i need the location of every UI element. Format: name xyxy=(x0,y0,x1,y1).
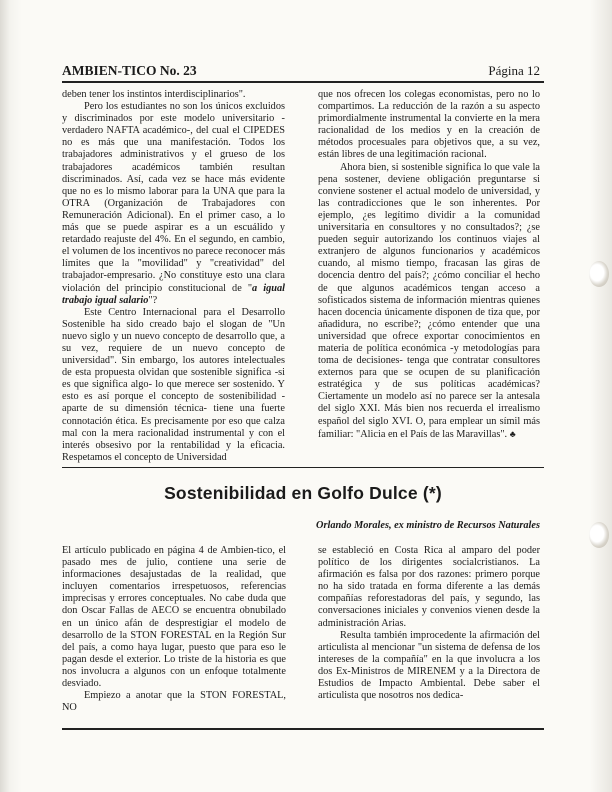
paragraph: Este Centro Internacional para el Desarrollo Sostenible ha sido creado bajo el slogan de "Un nuevo siglo y un nuevo concepto de desarrollo que, a su vez, requiere de un nuevo concepto de universidad". Sin embargo, los autores intelectuales de esta propuesta olvidan que sostenible significa -si es que significa algo- lo que merece ser sostenido. Y esto es así porque el concepto de sostenibilidad -aparte de su dimensión técnica- tiene una fuerte connotación ética. Es precisamente por eso que calza mal con la mera racionalidad instrumental y con el interés obsesivo por la rentabilidad y la eficacia. Respetamos el concepto de Universidad xyxy=(62,306,285,463)
paragraph xyxy=(62,101,285,307)
binder-hole-icon xyxy=(589,522,609,548)
second-article-right-column xyxy=(318,545,540,702)
paragraph: Resulta también improcedente la afirmación del articulista al mencionar "un sistema de defensa de los intereses de la compañía" en la que involucra a los dos Ex-Ministros de MIRENEM y a la Directora de Estudios de Impacto Ambiental. Debe saber el articulista que nosotros nos dedica- xyxy=(318,629,540,702)
end-mark-icon: ♣ xyxy=(509,428,516,439)
paragraph: se estableció en Costa Rica al amparo del poder político de los dirigentes socialcristianos. La afirmación es falsa por dos razones: primero porque no ha sido tratada en forma diferente a las demás compañías reforestadoras del país, y segundo, las conversaciones iniciales y convenios vienen desde la administración Arias. xyxy=(318,545,540,629)
top-article-right-column xyxy=(318,89,540,441)
second-article-left-column xyxy=(62,545,286,714)
paragraph: Empiezo a anotar que la STON FORESTAL, NO xyxy=(62,690,286,714)
emphasis-text: a igual trabajo igual salario xyxy=(62,282,285,306)
footer-rule xyxy=(62,728,544,730)
paragraph-text: Pero los estudiantes no son los únicos excluidos y discriminados por este modelo universitario -verdadero NAFTA académico-, del cual el CIPEDES no es más que una manifestación. Todos los trabajadores administrativos y el grueso de los trabajadores académicos también resultan discriminados. Así, cada vez se hace más evidente que no es lo mismo laborar para la UNA que para la OTRA (Organización de Trabajadores con Remuneración Adicional). En el primer caso, a lo más que se puede aspirar es a un escuálido y retardado reajuste del 4%. En el segundo, en cambio, el volumen de los incentivos no parece reconocer más límites que la "movilidad" y "creatividad" del trabajador-empresario. ¿No constituye esto una clara violación del principio constitucional de " xyxy=(62,101,285,294)
section-divider xyxy=(62,467,544,468)
binder-hole-icon xyxy=(589,261,609,287)
paragraph: deben tener los instintos interdisciplinarios". xyxy=(62,89,246,100)
paragraph xyxy=(318,162,540,441)
paragraph: que nos ofrecen los colegas economistas, pero no lo compartimos. La reducción de la razón a su aspecto primordialmente instrumental la convierte en la mera racionalidad de los medios y en la creación de métodos procesuales para objetivos que, a su vez, están libres de una legitimación racional. xyxy=(318,89,540,161)
top-article-left-column xyxy=(62,89,285,464)
publication-title: AMBIEN-TICO No. 23 xyxy=(62,63,197,78)
header-rule xyxy=(62,81,544,83)
page-number: Página 12 xyxy=(488,63,540,78)
paragraph: El artículo publicado en página 4 de Ambien-tico, el pasado mes de julio, contiene una serie de informaciones desajustadas de la realidad, que incluyen comentarios irrespetuosos, referencias imprecisas y errores conceptuales. No cabe duda que don Oscar Fallas de AECO se encuentra obnubilado en un único afán de desprestigiar el modelo de desarrollo de la STON FORESTAL en la Región Sur del país, a como haya lugar, puesto que para eso le pagan desde el exterior. Lo triste de la historia es que nos involucra a algunos con un enfoque totalmente desviado. xyxy=(62,545,286,690)
article-title: Sostenibilidad en Golfo Dulce (*) xyxy=(164,483,442,503)
paragraph-text: Ahora bien, si sostenible significa lo que vale la pena sostener, deviene obligación preguntarse si conviene sostener el actual modelo de universidad, y las contradicciones que le son inherentes. Por ejemplo, ¿es legítimo dividir a la comunidad universitaria en consultores y no consultados?; ¿se pueden seguir autorizando los continuos viajes al extranjero de algunos funcionarios y académicos cuando, al mismo tiempo, fracasan las giras de docencia dentro del país?; ¿cómo conciliar el hecho de que algunos académicos tengan acceso a sofisticados sistema de información mientras quienes hacen docencia únicamente disponen de tiza que, por añadidura, no escribe?; ¿cómo entender que una universidad que ofrece exportar conocimientos en materia de política económica -y metodologías para toma de decisiones- tenga que contratar consultores externos para que se ocupen de su planificación estratégica y de sus políticas académicas? Ciertamente un modelo así no parece ser la antesala del siglo XXI. Más bien nos recuerda el irrealismo español del siglo XVI. O, para emplear un símil más familiar: "Alicia en el País de las Maravillas". xyxy=(318,161,540,440)
article-byline: Orlando Morales, ex ministro de Recursos Naturales xyxy=(316,520,540,531)
paragraph-text: "? xyxy=(148,294,158,306)
